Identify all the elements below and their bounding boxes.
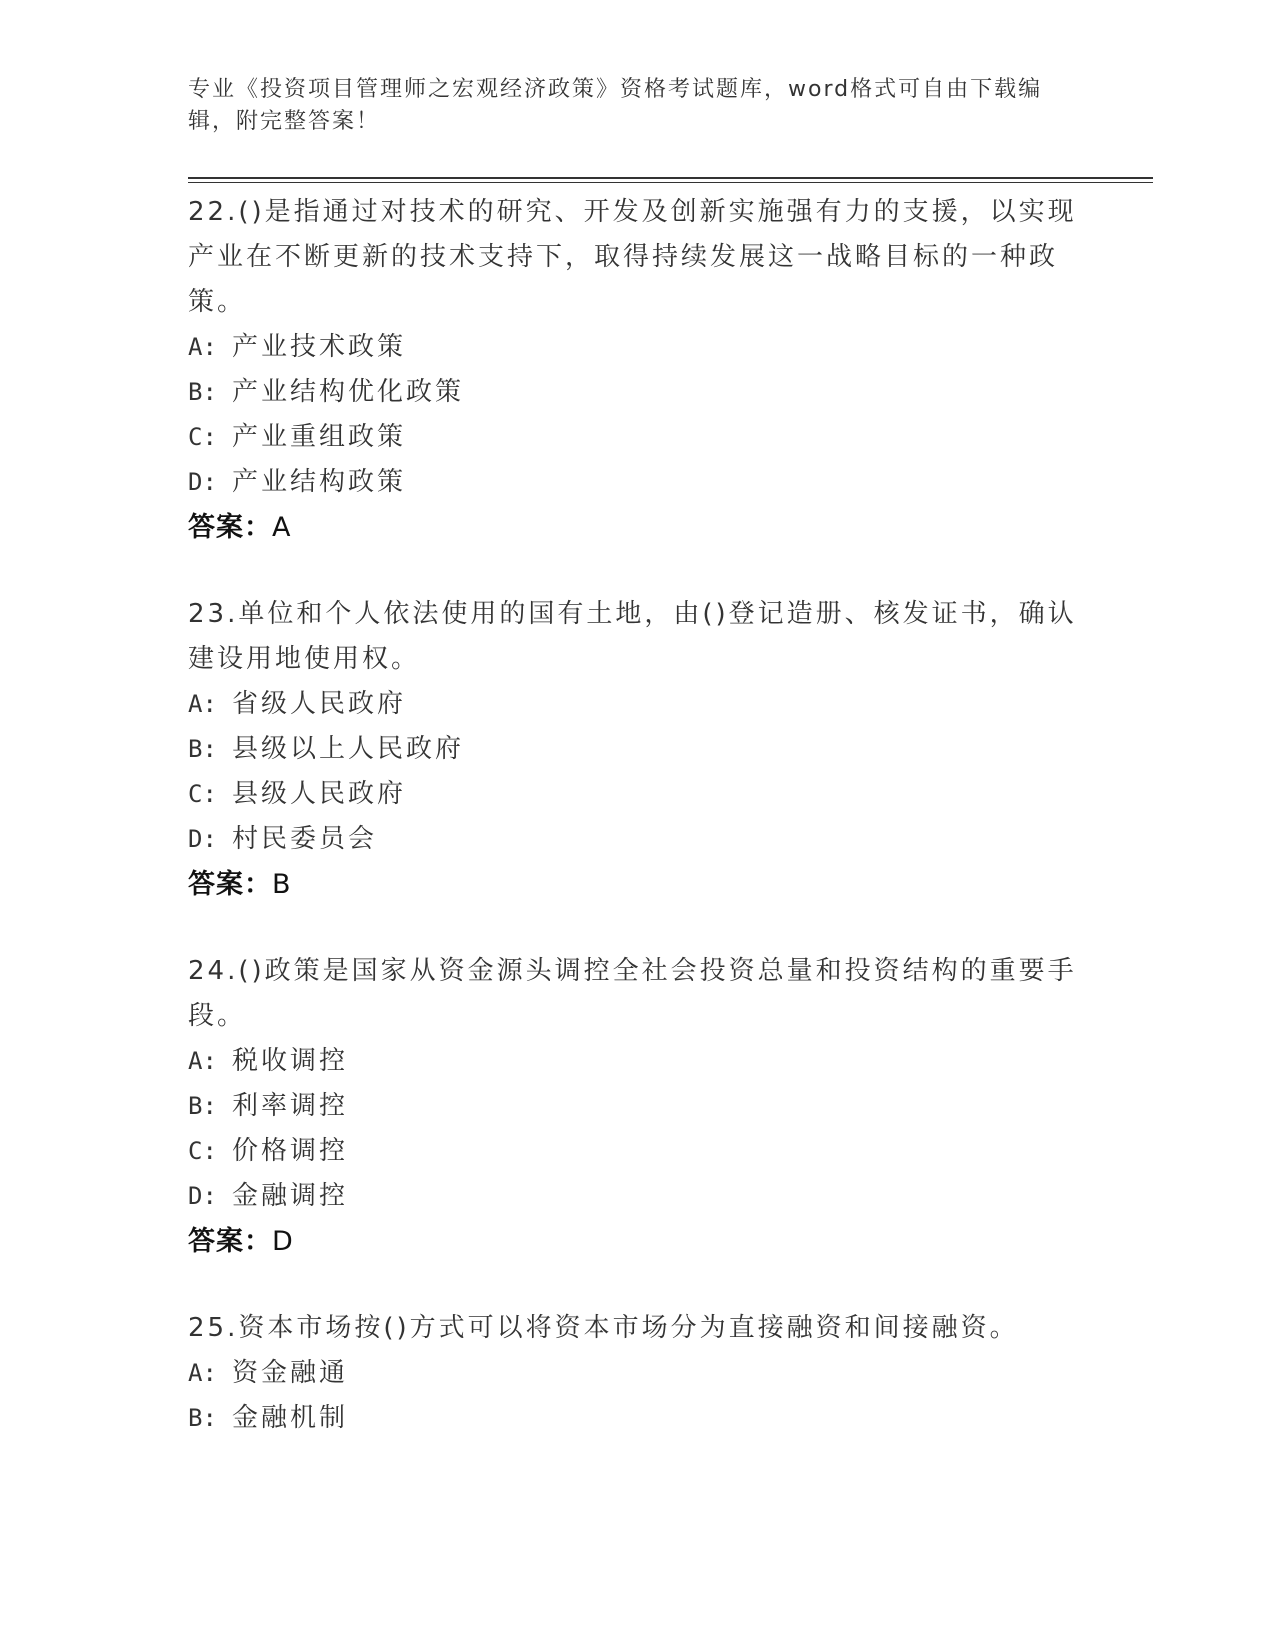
option-text: 价格调控	[232, 1136, 349, 1166]
option-b	[188, 727, 1078, 772]
question-24	[188, 949, 1078, 1264]
question-23	[188, 592, 1078, 907]
option-text: 利率调控	[232, 1091, 349, 1121]
answer-value: B	[272, 869, 292, 900]
option-a	[188, 325, 1078, 370]
option-b	[188, 1396, 1078, 1441]
option-c	[188, 772, 1078, 817]
answer-line	[188, 505, 1078, 550]
answer-label: 答案：	[188, 869, 272, 900]
question-stem: 22.()是指通过对技术的研究、开发及创新实施强有力的支援，以实现产业在不断更新的技术支持下，取得持续发展这一战略目标的一种政策。	[188, 197, 1077, 317]
option-key: D:	[188, 468, 217, 496]
option-a	[188, 1039, 1078, 1084]
answer-label: 答案：	[188, 512, 272, 543]
option-text: 省级人民政府	[232, 689, 407, 719]
answer-value: A	[272, 512, 292, 543]
option-d	[188, 460, 1078, 505]
option-key: C:	[188, 1137, 217, 1165]
option-text: 产业技术政策	[232, 332, 407, 362]
option-key: B:	[188, 1404, 217, 1432]
header-divider-thin	[188, 182, 1153, 183]
option-text: 税收调控	[232, 1046, 349, 1076]
option-text: 产业结构政策	[232, 467, 407, 497]
option-d	[188, 1174, 1078, 1219]
question-stem: 24.()政策是国家从资金源头调控全社会投资总量和投资结构的重要手段。	[188, 956, 1077, 1031]
document-header: 专业《投资项目管理师之宏观经济政策》资格考试题库，word格式可自由下载编辑，附完整答案！	[188, 77, 1043, 134]
option-key: B:	[188, 735, 217, 763]
question-22	[188, 190, 1078, 550]
option-c	[188, 415, 1078, 460]
option-c	[188, 1129, 1078, 1174]
option-key: B:	[188, 378, 217, 406]
option-text: 村民委员会	[232, 824, 378, 854]
option-text: 县级人民政府	[232, 779, 407, 809]
option-text: 产业重组政策	[232, 422, 407, 452]
option-key: C:	[188, 423, 217, 451]
option-key: D:	[188, 825, 217, 853]
question-stem: 23.单位和个人依法使用的国有土地，由()登记造册、核发证书，确认建设用地使用权。	[188, 599, 1077, 674]
option-text: 金融调控	[232, 1181, 349, 1211]
option-key: A:	[188, 1359, 217, 1387]
question-list	[188, 190, 1078, 1483]
answer-line	[188, 1219, 1078, 1264]
option-key: D:	[188, 1182, 217, 1210]
option-b	[188, 370, 1078, 415]
option-text: 金融机制	[232, 1403, 349, 1433]
question-stem: 25.资本市场按()方式可以将资本市场分为直接融资和间接融资。	[188, 1313, 1019, 1343]
option-text: 县级以上人民政府	[232, 734, 465, 764]
header-divider-thick	[188, 177, 1153, 179]
option-d	[188, 817, 1078, 862]
option-a	[188, 682, 1078, 727]
option-text: 产业结构优化政策	[232, 377, 465, 407]
option-a	[188, 1351, 1078, 1396]
answer-line	[188, 862, 1078, 907]
option-key: A:	[188, 690, 217, 718]
answer-value: D	[272, 1226, 294, 1257]
option-key: A:	[188, 333, 217, 361]
option-key: B:	[188, 1092, 217, 1120]
option-key: A:	[188, 1047, 217, 1075]
answer-label: 答案：	[188, 1226, 272, 1257]
option-b	[188, 1084, 1078, 1129]
option-key: C:	[188, 780, 217, 808]
question-25	[188, 1306, 1078, 1441]
option-text: 资金融通	[232, 1358, 349, 1388]
